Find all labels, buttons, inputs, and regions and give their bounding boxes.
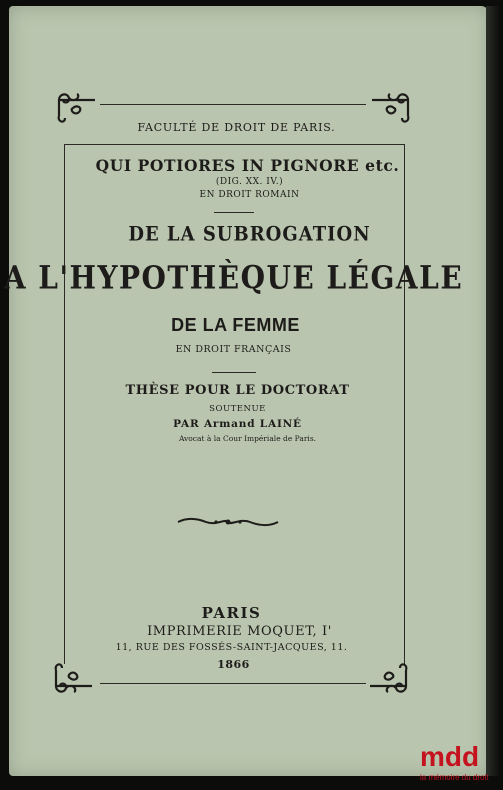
title-line-1: DE LA SUBROGATION bbox=[128, 222, 371, 247]
title-line-2: A L'HYPOTHÈQUE LÉGALE bbox=[3, 258, 464, 297]
thesis-heading: THÈSE POUR LE DOCTORAT bbox=[125, 383, 350, 398]
city: PARIS bbox=[201, 604, 262, 622]
roman-law-subtitle: EN DROIT ROMAIN bbox=[199, 190, 300, 200]
svg-text:la mémoire du droit: la mémoire du droit bbox=[420, 773, 489, 782]
svg-text:mdd: mdd bbox=[420, 741, 480, 772]
frame-bottom-rule bbox=[100, 683, 366, 684]
author-line: PAR Armand LAINÉ bbox=[173, 418, 302, 430]
short-divider-2 bbox=[212, 372, 256, 373]
frame-header-rule bbox=[64, 144, 405, 145]
title-line-3: DE LA FEMME bbox=[171, 315, 300, 335]
printer-address: 11, RUE DES FOSSÉS-SAINT-JACQUES, 11. bbox=[115, 642, 348, 653]
publication-year: 1866 bbox=[217, 658, 250, 671]
faculty-heading: FACULTÉ DE DROIT DE PARIS. bbox=[137, 121, 336, 134]
corner-ornament-bottom-left-icon bbox=[52, 650, 98, 696]
defended-label: SOUTENUE bbox=[209, 404, 266, 414]
printer-name: IMPRIMERIE MOQUET, I' bbox=[147, 624, 332, 639]
short-divider-1 bbox=[214, 212, 254, 213]
mdd-logo bbox=[416, 736, 496, 784]
frame-top-rule bbox=[100, 104, 366, 105]
decorative-flourish-icon bbox=[176, 514, 280, 528]
author-title: Avocat à la Cour Impériale de Paris. bbox=[178, 434, 317, 443]
digest-reference: (DIG. XX. IV.) bbox=[215, 177, 284, 187]
corner-ornament-bottom-right-icon bbox=[364, 650, 410, 696]
french-law-subtitle: EN DROIT FRANÇAIS bbox=[175, 344, 292, 355]
latin-title: QUI POTIORES IN PIGNORE etc. bbox=[95, 156, 400, 175]
